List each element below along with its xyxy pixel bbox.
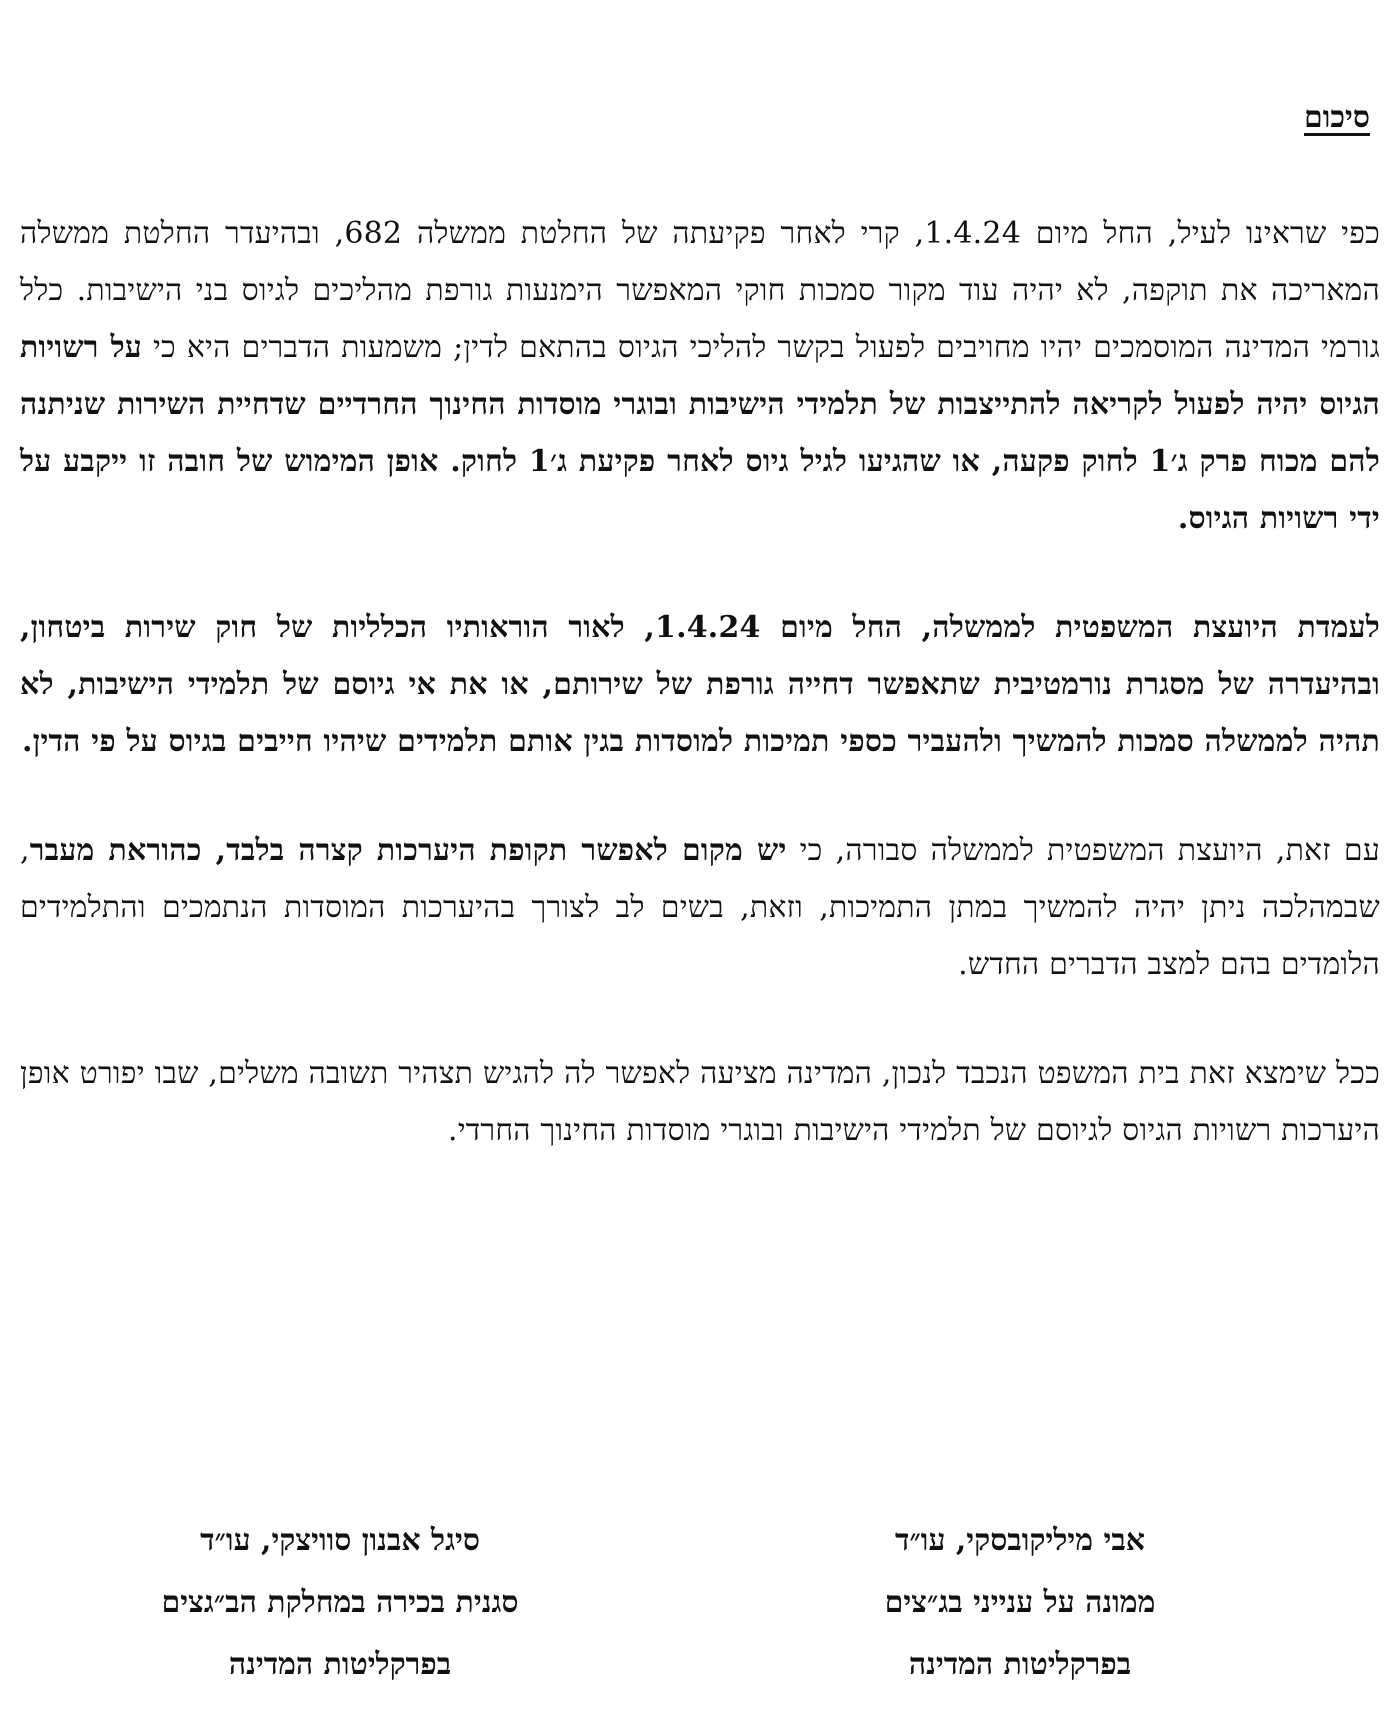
paragraph-request-text: ככל שימצא זאת בית המשפט הנכבד לנכון, המדינה מציעה לאפשר לה להגיש תצהיר תשובה משלים, שבו יפורט אופן היערכות רשויות הגיוס לגיוסם של תלמידי הישיבות ובוגרי מוסדות החינוך החרדי. <box>20 1056 1380 1148</box>
paragraph-ag-position <box>20 599 1380 770</box>
paragraph-transition <box>20 822 1380 993</box>
paragraph-summary-text: כפי שראינו לעיל, החל מיום 1.4.24, קרי לאחר פקיעתה של החלטת ממשלה 682, ובהיעדר החלטת ממשלה המאריכה את תוקפה, לא יהיה עוד מקור סמכות חוקי המאפשר הימנעות גורפת מהליכים לגיוס בני הישיבות. כלל גורמי המדינה המוסמכים יהיו מחויבים לפעול בקשר להליכי הגיוס בהתאם לדין; משמעות הדברים היא כי <box>20 216 1380 365</box>
paragraph-transition-bold: יש מקום לאפשר תקופת היערכות קצרה בלבד, כהוראת מעבר <box>29 833 787 868</box>
signature-left-name: סיגל אבנון סוויצקי, עו״ד <box>200 1523 480 1558</box>
signature-right <box>760 1510 1280 1696</box>
paragraph-ag-position-bold: לעמדת היועצת המשפטית לממשלה, החל מיום 1.4.24, לאור הוראותיו הכלליות של חוק שירות ביטחון, ובהיעדרה של מסגרת נורמטיבית שתאפשר דחייה גורפת של שירותם, או את אי גיוסם של תלמידי הישיבות, לא תהיה לממשלה סמכות להמשיך ולהעביר כספי תמיכות למוסדות בגין אותם תלמידים שיהיו חייבים בגיוס על פי הדין. <box>20 610 1380 759</box>
signature-block <box>0 1510 1400 1710</box>
signature-right-office: בפרקליטות המדינה <box>908 1647 1132 1682</box>
paragraph-transition-text-2: , שבמהלכה ניתן יהיה להמשיך במתן התמיכות, וזאת, בשים לב לצורך בהיערכות המוסדות הנתמכים והתלמידים הלומדים בהם למצב הדברים החדש. <box>20 833 1380 982</box>
paragraph-summary-bold: על רשויות הגיוס יהיה לפעול לקריאה להתייצבות של תלמידי הישיבות ובוגרי מוסדות החינוך החרדיים שדחיית השירות שניתנה להם מכוח פרק ג׳1 לחוק פקעה, או שהגיעו לגיל גיוס לאחר פקיעת ג׳1 לחוק. אופן המימוש של חובה זו ייקבע על ידי רשויות הגיוס. <box>20 330 1380 536</box>
paragraph-summary <box>20 205 1380 547</box>
signature-left-office: בפרקליטות המדינה <box>228 1647 452 1682</box>
signature-right-name: אבי מיליקובסקי, עו״ד <box>894 1523 1146 1558</box>
signature-left <box>60 1510 620 1696</box>
section-heading: סיכום <box>1304 100 1370 135</box>
paragraph-transition-text-1: עם זאת, היועצת המשפטית לממשלה סבורה, כי <box>786 833 1381 868</box>
signature-right-title: ממונה על ענייני בג״צים <box>884 1585 1156 1620</box>
signature-left-title: סגנית בכירה במחלקת הב״גצים <box>161 1585 519 1620</box>
paragraph-request <box>20 1045 1380 1159</box>
